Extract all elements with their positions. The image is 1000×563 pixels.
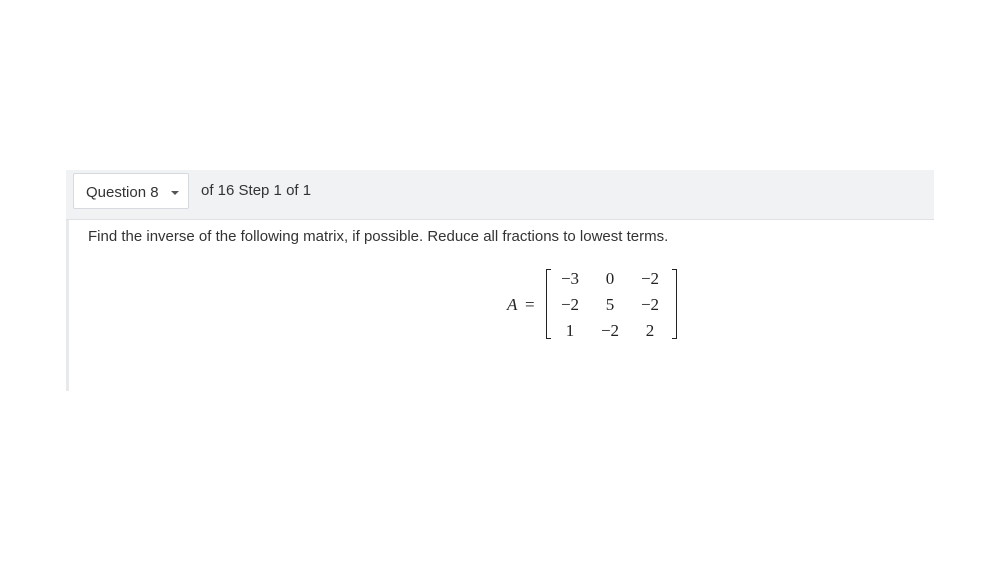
matrix-cell-r2c2: 5 [605,295,615,314]
matrix-cell-r1c2: 0 [605,269,615,288]
equals-sign: = [525,295,535,314]
question-progress-text: of 16 Step 1 of 1 [201,182,312,199]
matrix-cell-r2c1: −2 [560,295,580,314]
question-panel [66,170,934,391]
matrix-cell-r1c1: −3 [560,269,580,288]
matrix-variable: A [507,295,518,314]
matrix-cell-r3c2: −2 [600,321,620,340]
matrix-cell-r3c1: 1 [565,321,575,340]
right-bracket [672,269,677,339]
matrix-cell-r2c3: −2 [640,295,660,314]
matrix-cell-r3c3: 2 [645,321,655,340]
matrix-cell-r1c3: −2 [640,269,660,288]
problem-prompt: Find the inverse of the following matrix, if possible. Reduce all fractions to lowest terms. [88,228,669,245]
caret-down-icon [171,191,179,195]
question-select[interactable] [73,173,189,209]
question-header [66,170,934,220]
matrix-equation [504,266,744,346]
question-select-label: Question 8 [86,184,159,201]
